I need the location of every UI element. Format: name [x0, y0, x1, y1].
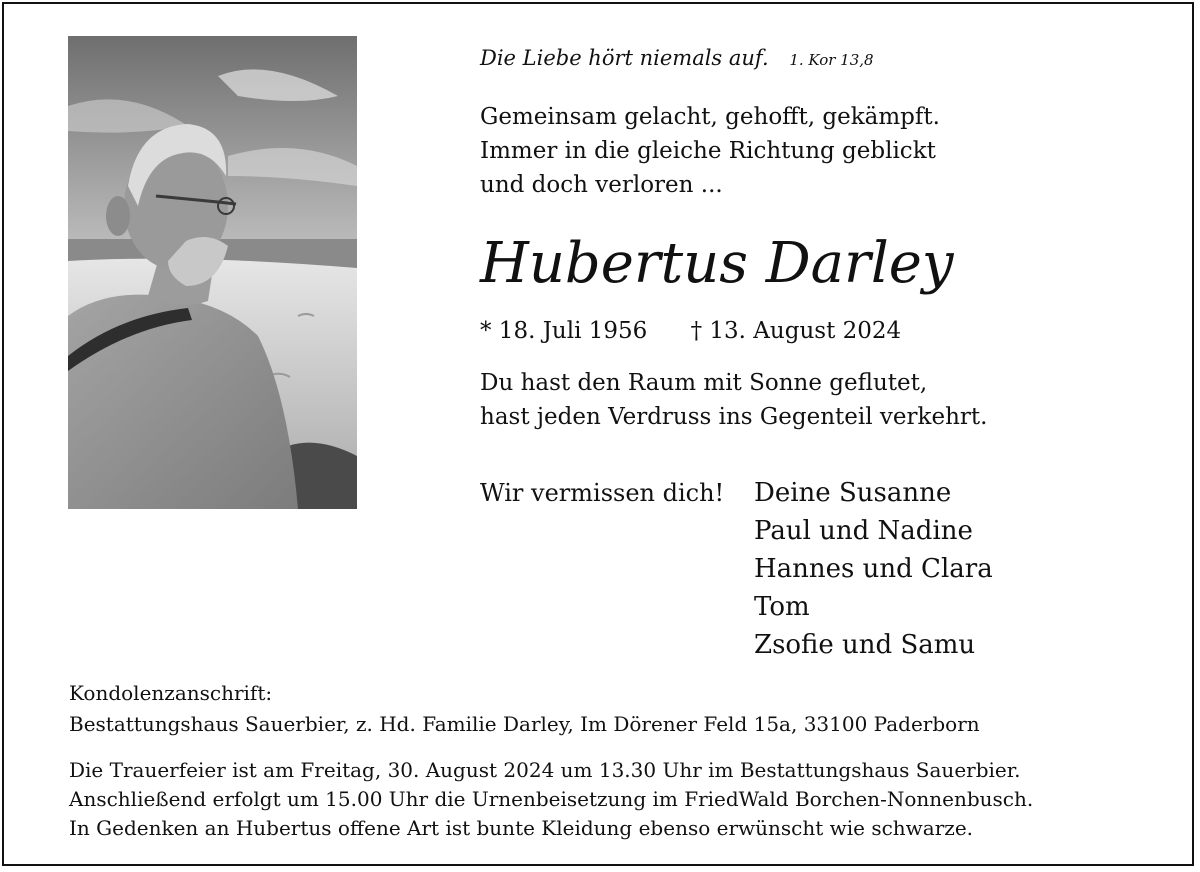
mourner-name: Paul und Nadine: [754, 516, 973, 546]
tribute-poem-line: hast jeden Verdruss ins Gegenteil verkehrt.: [480, 404, 988, 430]
deceased-name: Hubertus Darley: [480, 231, 954, 296]
condolence-address-block: [69, 678, 980, 740]
service-line: Die Trauerfeier ist am Freitag, 30. August 2024 um 13.30 Uhr im Bestattungshaus Sauerbier.: [69, 758, 1021, 782]
mourner-name: Zsofie und Samu: [754, 630, 976, 660]
tribute-poem: [480, 366, 987, 434]
mourner-name: Hannes und Clara: [754, 554, 993, 584]
portrait-photo: [68, 36, 357, 509]
mourner-name: Tom: [754, 592, 810, 622]
bible-verse-text: Die Liebe hört niemals auf.: [480, 46, 769, 70]
bible-verse: [480, 46, 874, 70]
mourner-name: Deine Susanne: [754, 478, 952, 508]
condolence-heading: Kondolenzanschrift:: [69, 681, 273, 705]
intro-poem-line: Gemeinsam gelacht, gehofft, gekämpft.: [480, 104, 940, 130]
service-line: Anschließend erfolgt um 15.00 Uhr die Urnenbeisetzung im FriedWald Borchen-Nonnenbusch.: [69, 787, 1034, 811]
mourners-list: [754, 474, 993, 664]
bible-verse-reference: 1. Kor 13,8: [789, 51, 874, 69]
intro-poem: [480, 100, 940, 202]
intro-poem-line: und doch verloren ...: [480, 172, 723, 198]
birth-date: * 18. Juli 1956: [480, 318, 648, 344]
tribute-poem-line: Du hast den Raum mit Sonne geflutet,: [480, 370, 928, 396]
condolence-address: Bestattungshaus Sauerbier, z. Hd. Familie Darley, Im Dörener Feld 15a, 33100 Paderborn: [69, 712, 980, 736]
intro-poem-line: Immer in die gleiche Richtung geblickt: [480, 138, 936, 164]
service-information: [69, 756, 1033, 843]
death-date: † 13. August 2024: [690, 318, 902, 344]
life-dates: [480, 314, 901, 348]
service-line: In Gedenken an Hubertus offene Art ist bunte Kleidung ebenso erwünscht wie schwarze.: [69, 816, 974, 840]
farewell-phrase: Wir vermissen dich!: [480, 479, 725, 507]
